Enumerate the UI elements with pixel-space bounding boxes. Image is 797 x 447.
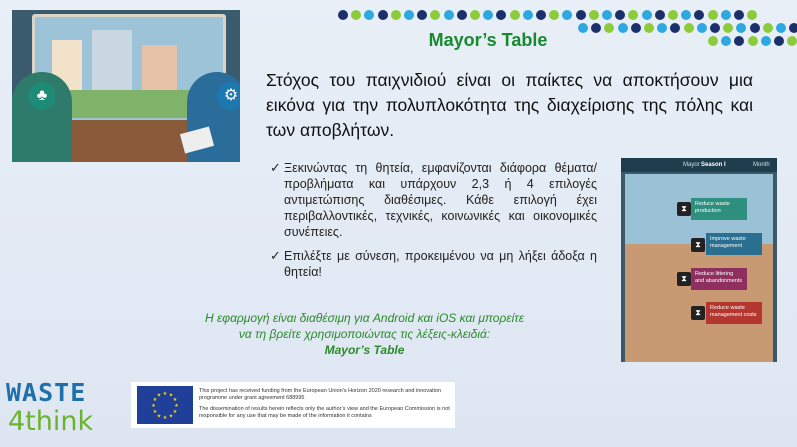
decorative-dot xyxy=(789,23,797,33)
decorative-dot xyxy=(763,23,773,33)
decorative-dot xyxy=(576,10,586,20)
checkmark-icon: ✓ xyxy=(270,160,281,175)
decorative-dot xyxy=(708,10,718,20)
hourglass-icon: ⧗ xyxy=(691,306,705,320)
decorative-dot xyxy=(602,10,612,20)
svg-text:★: ★ xyxy=(168,413,174,420)
gear-icon: ⚙ xyxy=(217,82,240,110)
choice-card: Improve waste management xyxy=(706,233,762,255)
decorative-dot xyxy=(510,10,520,20)
tree-icon: ♣ xyxy=(28,82,56,110)
svg-text:★: ★ xyxy=(162,391,168,397)
decorative-dot xyxy=(748,36,758,46)
choice-card: Reduce waste management costs xyxy=(706,302,762,324)
decorative-dot xyxy=(721,10,731,20)
decorative-dot xyxy=(776,23,786,33)
decorative-dot xyxy=(684,23,694,33)
svg-text:★: ★ xyxy=(156,392,162,399)
decorative-dot xyxy=(774,36,784,46)
app-header-season: Season I xyxy=(701,162,726,168)
svg-text:★: ★ xyxy=(152,397,158,403)
checkmark-icon: ✓ xyxy=(270,248,281,263)
decorative-dot xyxy=(721,36,731,46)
bullet-item xyxy=(270,160,597,240)
decorative-dot xyxy=(694,10,704,20)
decorative-dot xyxy=(750,23,760,33)
decorative-dot xyxy=(670,23,680,33)
note-line-2: να τη βρείτε χρησιμοποιώντας τις λέξεις-κλειδιά: xyxy=(238,327,491,341)
bullet-text: Ξεκινώντας τη θητεία, εμφανίζονται διάφορα θέματα/προβλήματα και υπάρχουν 2,3 ή 4 επιλογές αντιμετώπισης διαθέσιμες. Κάθε επιλογή έχει περιβαλλοντικές, τεχνικές, κοινωνικές και οικονομικές συνέπειες. xyxy=(284,161,597,239)
decorative-dot xyxy=(668,10,678,20)
svg-text:★: ★ xyxy=(152,409,158,415)
choice-card: Reduce waste production xyxy=(691,198,747,220)
eu-flag-icon xyxy=(137,386,193,424)
decorative-dot xyxy=(710,23,720,33)
decorative-dot xyxy=(417,10,427,20)
app-screenshot xyxy=(621,158,777,362)
decorative-dot xyxy=(562,10,572,20)
decorative-dot xyxy=(747,10,757,20)
decorative-dot xyxy=(708,36,718,46)
app-header-mayor: Mayor xyxy=(683,162,700,168)
decorative-dot xyxy=(496,10,506,20)
hourglass-icon: ⧗ xyxy=(677,202,691,216)
decorative-dot xyxy=(657,23,667,33)
slide-title: Mayor’s Table xyxy=(428,30,548,50)
decorative-dot xyxy=(681,10,691,20)
decorative-dot xyxy=(430,10,440,20)
decorative-dot xyxy=(615,10,625,20)
eu-disclaimer-text: The dissemination of results herein reflects only the author’s view and the European Commission is not responsible for any use that may be made of the information it contains xyxy=(199,406,450,419)
decorative-dot xyxy=(787,36,797,46)
decorative-dot xyxy=(618,23,628,33)
availability-note xyxy=(162,310,567,358)
decorative-dot xyxy=(536,10,546,20)
svg-text:★: ★ xyxy=(162,415,168,421)
decorative-dot xyxy=(644,23,654,33)
decorative-dot xyxy=(628,10,638,20)
eu-funding-text: This project has received funding from the European Union’s Horizon 2020 research and innovation programme under grant agreement 688995 xyxy=(199,388,442,401)
lead-paragraph: Στόχος του παιχνιδιού είναι οι παίκτες να αποκτήσουν μια εικόνα για την πολυπλοκότητα της διαχείρισης της πόλης και των αποβλήτων. xyxy=(266,70,753,140)
decorative-dot xyxy=(589,10,599,20)
app-header xyxy=(621,158,777,172)
decorative-dot xyxy=(591,23,601,33)
hourglass-icon: ⧗ xyxy=(691,238,705,252)
decorative-dot xyxy=(734,36,744,46)
decorative-dot xyxy=(697,23,707,33)
decorative-dot xyxy=(631,23,641,33)
svg-text:★: ★ xyxy=(174,403,179,409)
note-keyword: Mayor’s Table xyxy=(324,343,405,357)
decorative-dot xyxy=(351,10,361,20)
decorative-dot xyxy=(364,10,374,20)
decorative-dot xyxy=(404,10,414,20)
svg-text:★: ★ xyxy=(156,413,162,420)
decorative-dot xyxy=(378,10,388,20)
decorative-dot xyxy=(470,10,480,20)
eu-funding-box xyxy=(131,382,455,428)
bullet-item xyxy=(270,248,597,280)
decorative-dots xyxy=(338,10,788,50)
svg-text:★: ★ xyxy=(168,392,174,399)
decorative-dot xyxy=(655,10,665,20)
choice-card: Reduce littering and abandonments xyxy=(691,268,747,290)
note-line-1: Η εφαρμογή είναι διαθέσιμη για Android και iOS και μπορείτε xyxy=(204,311,525,325)
mayors-table-illustration xyxy=(12,10,240,162)
decorative-dot xyxy=(444,10,454,20)
bullet-text: Επιλέξτε με σύνεση, προκειμένου να μη λήξει άδοξα η θητεία! xyxy=(284,249,597,279)
decorative-dot xyxy=(723,23,733,33)
decorative-dot xyxy=(642,10,652,20)
svg-text:★: ★ xyxy=(172,409,178,415)
svg-text:★: ★ xyxy=(172,397,178,403)
hourglass-icon: ⧗ xyxy=(677,272,691,286)
decorative-dot xyxy=(578,23,588,33)
decorative-dot xyxy=(523,10,533,20)
decorative-dot xyxy=(391,10,401,20)
bullet-list xyxy=(270,160,597,288)
decorative-dot xyxy=(604,23,614,33)
decorative-dot xyxy=(338,10,348,20)
waste4think-logo: WASTE 4think xyxy=(6,378,94,437)
decorative-dot xyxy=(734,10,744,20)
decorative-dot xyxy=(483,10,493,20)
svg-text:★: ★ xyxy=(151,403,156,409)
app-header-month: Month xyxy=(753,162,770,168)
decorative-dot xyxy=(457,10,467,20)
decorative-dot xyxy=(736,23,746,33)
decorative-dot xyxy=(549,10,559,20)
decorative-dot xyxy=(761,36,771,46)
